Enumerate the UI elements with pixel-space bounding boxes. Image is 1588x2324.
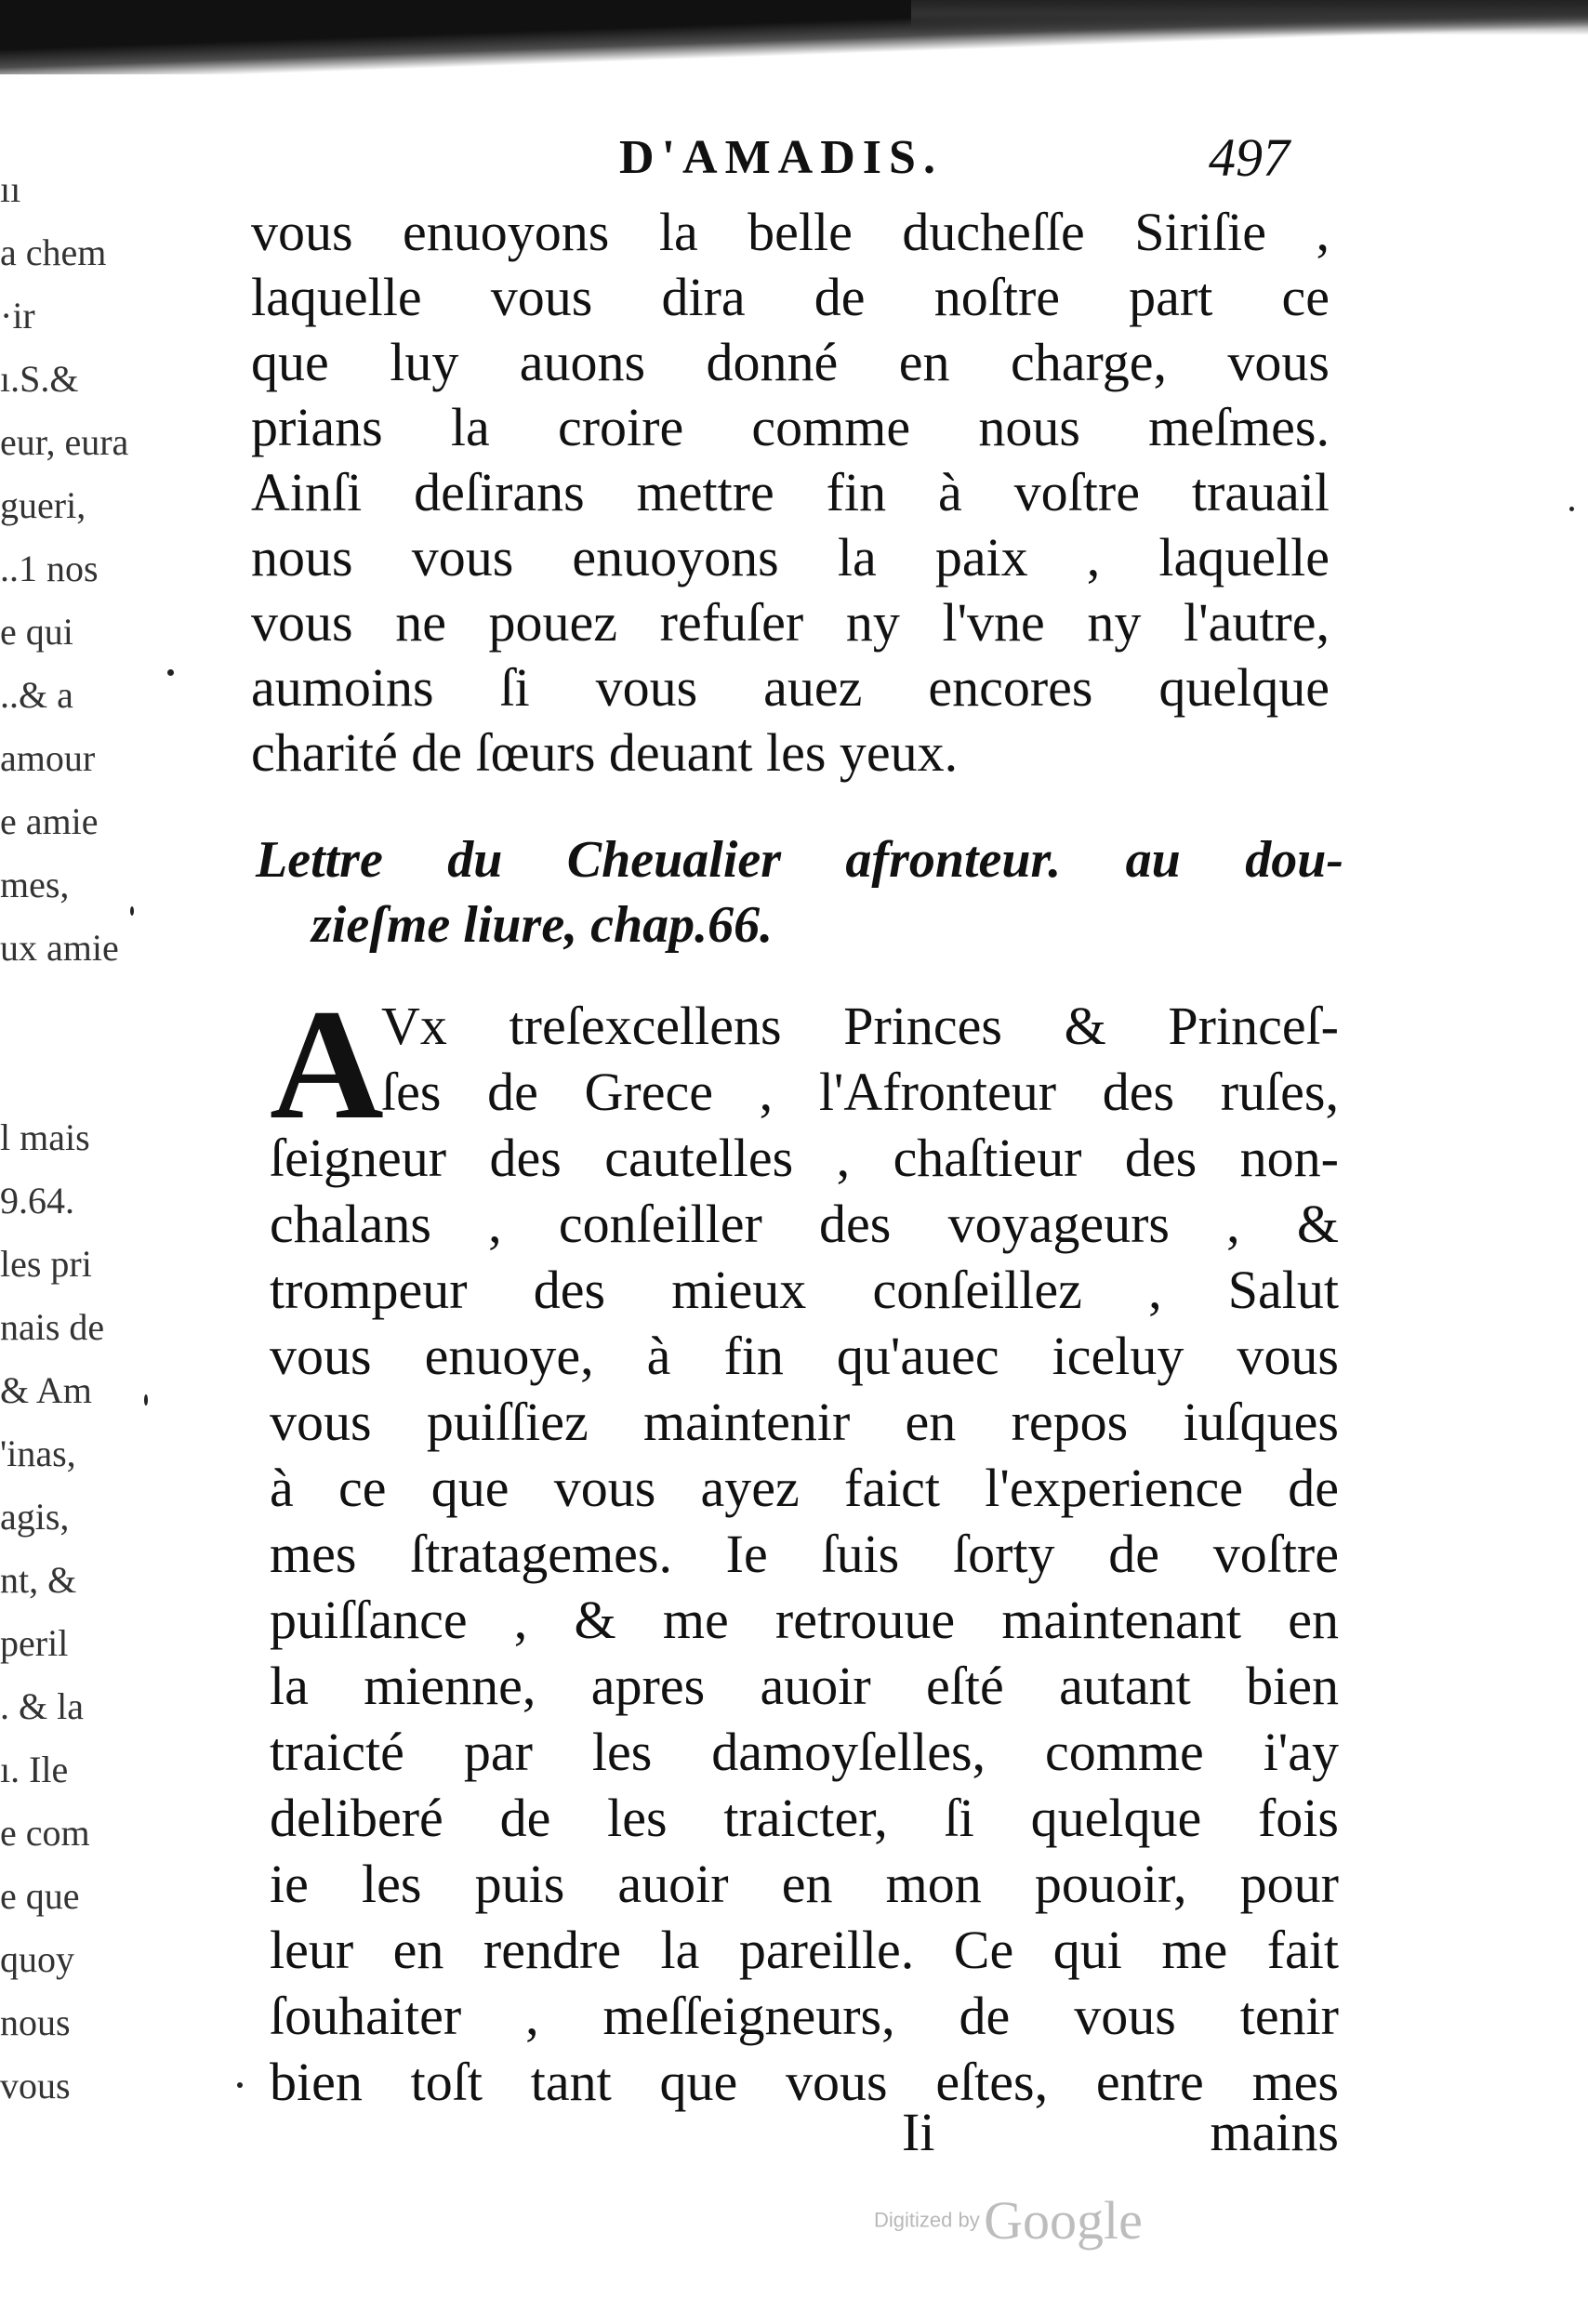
letter-paragraph	[270, 977, 1339, 2115]
bleed-fragment: mes,	[0, 864, 70, 905]
ink-speck	[130, 906, 134, 916]
letter-heading	[256, 827, 1343, 957]
bleed-fragment: amour	[0, 737, 96, 779]
bleed-fragment: ..& a	[0, 674, 73, 716]
text-line: laquelle vous dira de noſtre part ce	[251, 267, 1330, 327]
bleed-fragment: a chem	[0, 231, 107, 273]
bleed-fragment: eur, eura	[0, 421, 129, 463]
text-line: puiſſance , & me retrouue maintenant en	[270, 1590, 1339, 1650]
text-line: Ainſi deſirans mettre fin à voſtre trauail	[251, 462, 1330, 522]
bleed-fragment: . & la	[0, 1685, 84, 1727]
bleed-fragment: peril	[0, 1622, 69, 1664]
text-line: à ce que vous ayez faict l'experience de	[270, 1458, 1339, 1518]
bleed-fragment: ıı	[0, 168, 21, 210]
digitized-by-google-watermark	[874, 2189, 1143, 2251]
bleed-fragment: 'inas,	[0, 1433, 76, 1474]
heading-line: Lettre du Cheualier afronteur. au dou-	[256, 831, 1343, 889]
text-line: nous vous enuoyons la paix , laquelle	[251, 527, 1330, 588]
bleed-fragment: les pri	[0, 1243, 92, 1285]
bleed-fragment: ı.S.&	[0, 358, 79, 400]
bleed-fragment: ux amie	[0, 927, 119, 969]
bleed-fragment: l mais	[0, 1116, 90, 1158]
footer-catchword-row	[902, 2101, 1339, 2166]
text-line: deliberé de les traicter, ſi quelque fois	[270, 1788, 1339, 1848]
text-line: vous puiſſiez maintenir en repos iuſques	[270, 1392, 1339, 1452]
bleed-fragment: ·ir	[0, 295, 35, 337]
bleed-fragment: e com	[0, 1812, 90, 1854]
bleed-fragment: ..1 nos	[0, 548, 99, 589]
google-logo: Google	[984, 2190, 1143, 2251]
running-head: D'AMADIS.	[619, 131, 943, 184]
text-line: charité de ſœurs deuant les yeux.	[251, 722, 959, 783]
text-line: ſeigneur des cautelles , chaſtieur des non-	[270, 1128, 1339, 1188]
text-line: vous enuoyons la belle ducheſſe Siriſie ,	[251, 202, 1330, 262]
page-number: 497	[1209, 127, 1290, 188]
drop-cap: A	[270, 977, 384, 1152]
text-line: vous enuoye, à fin qu'auec iceluy vous	[270, 1326, 1339, 1386]
bleed-fragment: e qui	[0, 611, 73, 653]
text-line: aumoins ſi vous auez encores quelque	[251, 657, 1330, 718]
text-line: vous ne pouez refuſer ny l'vne ny l'autre,	[251, 592, 1330, 653]
text-line: ie les puis auoir en mon pouoir, pour	[270, 1854, 1339, 1914]
text-line: Vx treſexcellens Princes & Princeſ-	[381, 996, 1339, 1056]
text-line: que luy auons donné en charge, vous	[251, 332, 1330, 392]
text-line: la mienne, apres auoir eſté autant bien	[270, 1656, 1339, 1716]
signature-mark: Ii	[902, 2102, 935, 2162]
body-paragraph	[251, 200, 1330, 786]
heading-line: zieſme liure, chap.66.	[311, 896, 774, 954]
bleed-fragment: nous	[0, 2001, 71, 2043]
facing-page-bleed	[0, 158, 129, 2296]
bleed-fragment: agis,	[0, 1496, 70, 1538]
text-line: leur en rendre la pareille. Ce qui me fait	[270, 1920, 1339, 1980]
scan-edge-shadow-right	[911, 0, 1588, 35]
text-line: traicté par les damoyſelles, comme i'ay	[270, 1722, 1339, 1782]
bleed-fragment: ı. Ile	[0, 1749, 69, 1790]
bleed-fragment: & Am	[0, 1369, 92, 1411]
watermark-prefix: Digitized by	[874, 2208, 980, 2232]
ink-speck	[144, 1394, 148, 1406]
bleed-fragment: e amie	[0, 800, 99, 842]
text-line: trompeur des mieux conſeillez , Salut	[270, 1260, 1339, 1320]
catchword: mains	[1210, 2102, 1339, 2162]
bleed-fragment: nt, &	[0, 1559, 77, 1601]
bleed-fragment: 9.64.	[0, 1180, 74, 1221]
ink-speck	[1569, 507, 1574, 511]
text-line: bien toſt tant que vous eſtes, entre mes	[270, 2052, 1339, 2112]
bleed-fragment: e que	[0, 1875, 80, 1917]
ink-speck	[237, 2082, 243, 2088]
text-line: ſouhaiter , meſſeigneurs, de vous tenir	[270, 1986, 1339, 2046]
text-line: mes ſtratagemes. Ie ſuis ſorty de voſtre	[270, 1524, 1339, 1584]
bleed-fragment	[0, 1043, 102, 1106]
text-line: prians la croire comme nous meſmes.	[251, 397, 1330, 457]
bleed-fragment	[0, 980, 102, 1043]
bleed-fragment: gueri,	[0, 484, 86, 526]
bleed-fragment: vous	[0, 2065, 71, 2106]
bleed-fragment: nais de	[0, 1306, 105, 1348]
text-line: chalans , conſeiller des voyageurs , &	[270, 1194, 1339, 1254]
bleed-fragment: quoy	[0, 1938, 74, 1980]
text-line: ſes de Grece , l'Afronteur des ruſes,	[381, 1062, 1339, 1122]
ink-speck	[167, 669, 174, 676]
